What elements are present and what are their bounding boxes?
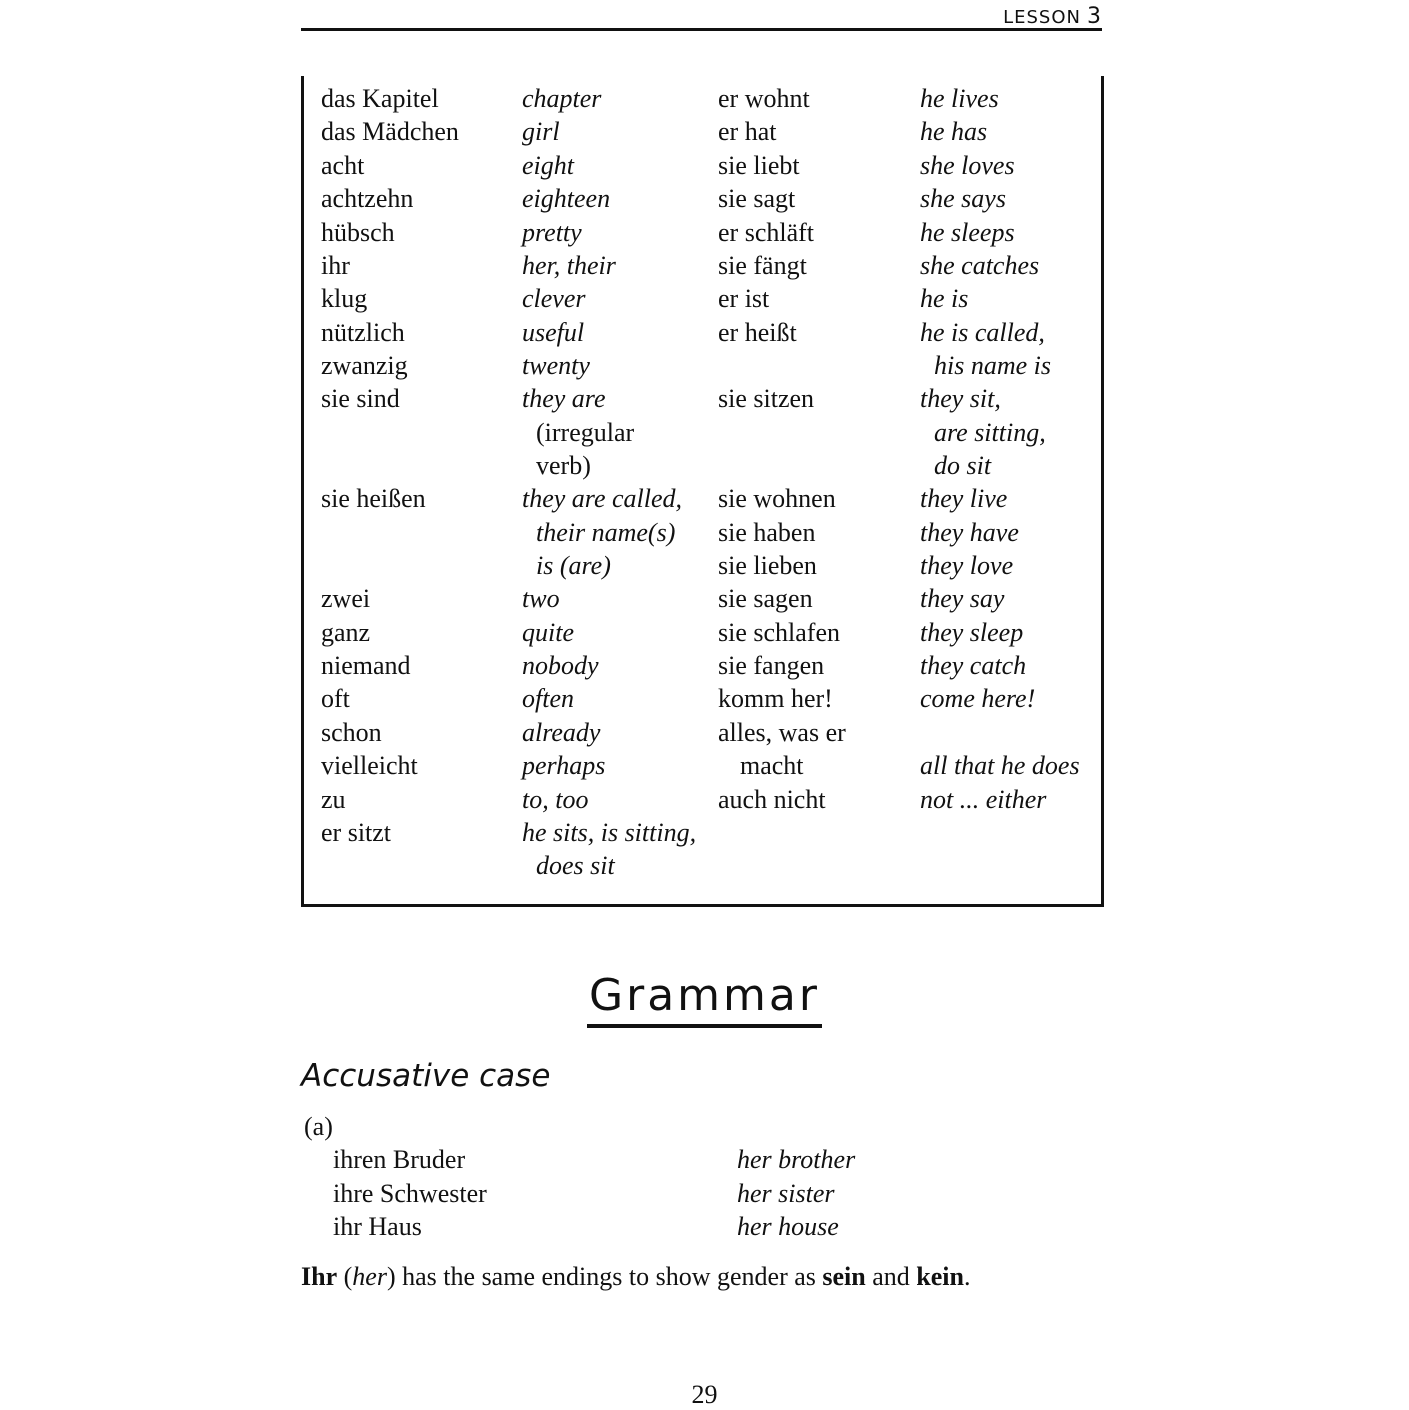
example-german: ihr Haus [333, 1212, 422, 1241]
english-meaning: perhaps [522, 751, 606, 780]
english-meaning: eighteen [522, 184, 611, 213]
example-english: her sister [737, 1179, 835, 1208]
note-word-kein: kein [916, 1262, 964, 1291]
note-paren-close: ) [386, 1262, 396, 1291]
german-verb: er ist [718, 284, 770, 313]
example-english: her brother [737, 1145, 856, 1174]
german-verb: er hat [718, 117, 777, 146]
english-verb: not ... either [920, 785, 1047, 814]
german-word: ihr [321, 251, 350, 280]
german-word: achtzehn [321, 184, 414, 213]
english-verb: she catches [920, 251, 1040, 280]
german-word: nützlich [321, 318, 405, 347]
english-verb: come here! [920, 684, 1036, 713]
subheading: Accusative case [301, 1058, 551, 1094]
german-word: hübsch [321, 218, 395, 247]
english-meaning: clever [522, 284, 586, 313]
english-verb: they sleep [920, 618, 1024, 647]
english-verb: they live [920, 484, 1008, 513]
german-verb: sie sagen [718, 584, 813, 613]
german-verb: er wohnt [718, 84, 810, 113]
english-verb: all that he does [920, 751, 1080, 780]
note-text: has the same endings to show gender as [402, 1262, 816, 1291]
german-verb: sie fangen [718, 651, 825, 680]
english-verb: he has [920, 117, 988, 146]
german-word: vielleicht [321, 751, 418, 780]
example-german: ihren Bruder [333, 1145, 466, 1174]
english-verb: do sit [934, 451, 992, 480]
english-meaning: often [522, 684, 574, 713]
english-verb: he is [920, 284, 969, 313]
german-word: zu [321, 785, 346, 814]
english-meaning: two [522, 584, 560, 613]
english-verb: are sitting, [934, 418, 1046, 447]
german-verb: sie schlafen [718, 618, 841, 647]
english-meaning: (irregular [536, 418, 635, 447]
german-word: zwanzig [321, 351, 408, 380]
note-word-sein: sein [822, 1262, 866, 1291]
note-paren-open: ( [343, 1262, 353, 1291]
german-verb: alles, was er [718, 718, 846, 747]
german-word: das Mädchen [321, 117, 459, 146]
note-word-ihr: Ihr [301, 1262, 338, 1291]
english-verb: they have [920, 518, 1019, 547]
german-verb: er schläft [718, 218, 815, 247]
note-period: . [963, 1262, 971, 1291]
english-meaning: is (are) [536, 551, 611, 580]
english-verb: they say [920, 584, 1005, 613]
english-meaning: useful [522, 318, 585, 347]
english-meaning: does sit [536, 851, 615, 880]
german-verb: macht [740, 751, 804, 780]
english-meaning: already [522, 718, 601, 747]
german-verb: sie fängt [718, 251, 807, 280]
german-verb: sie haben [718, 518, 816, 547]
german-word: ganz [321, 618, 371, 647]
english-meaning: nobody [522, 651, 599, 680]
german-verb: komm her! [718, 684, 833, 713]
german-word: oft [321, 684, 350, 713]
german-verb: er heißt [718, 318, 797, 347]
german-verb: sie sitzen [718, 384, 815, 413]
english-meaning: their name(s) [536, 518, 676, 547]
english-meaning: her, their [522, 251, 616, 280]
english-meaning: quite [522, 618, 574, 647]
english-verb: he lives [920, 84, 999, 113]
german-verb: sie liebt [718, 151, 800, 180]
german-verb: sie lieben [718, 551, 817, 580]
lesson-number: 3 [1087, 4, 1102, 29]
lesson-header [1003, 4, 1102, 29]
english-verb: they love [920, 551, 1014, 580]
english-verb: they catch [920, 651, 1027, 680]
german-word: sie sind [321, 384, 400, 413]
section-title [0, 970, 1409, 1028]
english-meaning: girl [522, 117, 560, 146]
english-meaning: chapter [522, 84, 602, 113]
header-rule [301, 28, 1102, 31]
grammar-heading: Grammar [587, 970, 822, 1028]
english-verb: she says [920, 184, 1006, 213]
german-word: schon [321, 718, 382, 747]
german-word: zwei [321, 584, 371, 613]
english-verb: his name is [934, 351, 1051, 380]
english-meaning: he sits, is sitting, [522, 818, 697, 847]
lesson-label: LESSON [1003, 7, 1081, 28]
german-word: acht [321, 151, 365, 180]
example-english: her house [737, 1212, 839, 1241]
english-verb: he sleeps [920, 218, 1015, 247]
german-word: niemand [321, 651, 411, 680]
note-and: and [872, 1262, 910, 1291]
vocabulary-box [301, 76, 1104, 907]
german-verb: auch nicht [718, 785, 826, 814]
english-meaning: pretty [522, 218, 582, 247]
english-verb: they sit, [920, 384, 1001, 413]
english-meaning: twenty [522, 351, 590, 380]
english-meaning: to, too [522, 785, 589, 814]
german-verb: sie wohnen [718, 484, 836, 513]
english-meaning: they are called, [522, 484, 683, 513]
note-word-her: her [352, 1262, 387, 1291]
english-meaning: they are [522, 384, 606, 413]
german-word: klug [321, 284, 368, 313]
english-meaning: verb) [536, 451, 591, 480]
example-label: (a) [304, 1112, 333, 1141]
german-word: sie heißen [321, 484, 426, 513]
english-verb: she loves [920, 151, 1015, 180]
example-german: ihre Schwester [333, 1179, 487, 1208]
german-word: er sitzt [321, 818, 392, 847]
english-meaning: eight [522, 151, 574, 180]
grammar-note [301, 1262, 970, 1292]
page-number: 29 [691, 1380, 718, 1409]
german-word: das Kapitel [321, 84, 439, 113]
english-verb: he is called, [920, 318, 1045, 347]
german-verb: sie sagt [718, 184, 796, 213]
